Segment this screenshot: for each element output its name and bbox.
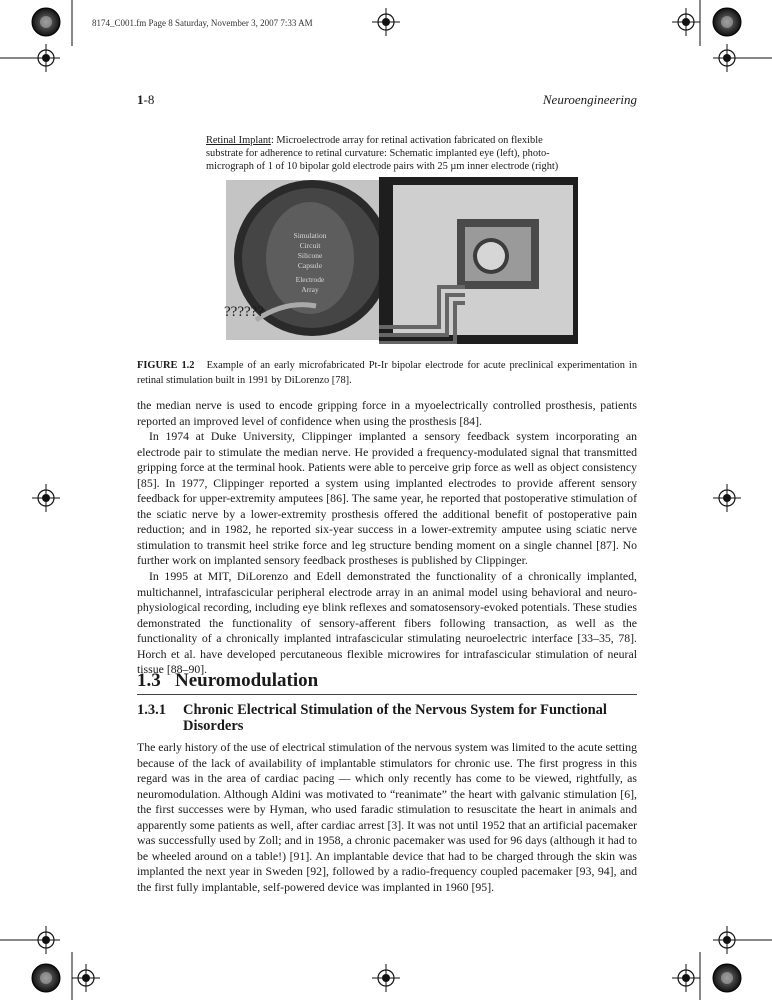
paragraph: In 1995 at MIT, DiLorenzo and Edell demonstrated the functionality of a chronically implanted, multichannel, intrafascicular peripheral electrode array in an animal model using behavioral and neuro-physiological recording, including eye blink reflexes and somatosensory-evoked potentials. These studies demonstrated the functionality of sensory-afferent fibers following transaction, as well as the functionality of a chronically implanted intrafascicular stimulating neuroelectric interface [33–35, 78]. Horch et al. have developed percutaneous flexible microwires for intrafascicular stimulation of neural tissue [88–90]. — [137, 569, 637, 677]
label-simulation: Simulation — [293, 231, 327, 240]
body-text-a — [137, 398, 637, 678]
body-text-b — [137, 740, 637, 895]
subsection-heading: 1.3.1 Chronic Electrical Stimulation of the Nervous System for Functional Disorders — [137, 702, 607, 734]
label-circuit: Circuit — [299, 241, 321, 250]
figure-caption: FIGURE 1.2 Example of an early microfabricated Pt-Ir bipolar electrode for acute preclinical experimentation in retinal stimulation built in 1991 by DiLorenzo [78]. — [137, 360, 638, 386]
label-electrode: Electrode — [295, 275, 325, 284]
label-capsule: Capsule — [297, 261, 323, 270]
paragraph: The early history of the use of electrical stimulation of the nervous system was limited to the acute setting because of the lack of availability of implantable stimulators for chronic use. The first progress in this regard was in the area of cardiac pacing — which only recently has come to be viewed, rightfully, as neuromodulation. Although Aldini was motivated to “reanimate” the heart with galvanic stimulation [6], the first successes were by Hyman, who used faradic stimulation to resuscitate the heart in animals and apparently some patients as well, after cardiac arrest [3]. It was not until 1952 that an artificial pacemaker was successfully used by Zoll; and in 1958, a chronic pacemaker was used for 96 days (although it had to be wheeled around on a table!) [91]. An implantable device that had to be charged through the skin was implanted the next year in Sweden [92], followed by a radio-frequency coupled pacemaker [93, 94], and the first fully implantable, self-powered device was implanted in 1960 [95]. — [137, 740, 637, 894]
electrode-micrograph-photo — [379, 177, 578, 344]
page-number: 1-8 — [137, 92, 155, 107]
paragraph: In 1974 at Duke University, Clippinger implanted a sensory feedback system incorporating an electrode pair to stimulate the median nerve. He provided a frequency-modulated signal that transmitted gripping force at the terminal hook. Patients were able to perceive grip force as well as object consistency [85]. In 1977, Clippinger reported a system using implanted electrodes to provide afferent sensory feedback for upper-extremity amputees [86]. The same year, he reported that postoperative stimulation of the sciatic nerve by a lower-extremity prosthesis offered the additional benefit of postoperative pain reduction; and in 1982, he reported six-year success in a lower-extremity amputee using sciatic nerve stimulation to transmit heel strike force and leg structure bending moment on a single channel [87]. No further work on implanted sensory feedback prostheses is published by Clippinger. — [137, 429, 637, 568]
printer-slug: 8174_C001.fm Page 8 Saturday, November 3, 2007 7:33 AM — [92, 18, 313, 28]
paragraph: the median nerve is used to encode gripping force in a myoelectrically controlled prosthesis, patients reported an improved level of confidence when using the prosthesis [84]. — [137, 398, 637, 428]
running-head: Neuroengineering — [542, 92, 637, 107]
section-heading: 1.3 Neuromodulation — [137, 670, 319, 691]
question-marks-label: ?????? — [224, 304, 264, 320]
section-rule — [137, 694, 637, 695]
label-silicone: Silicone — [297, 251, 323, 260]
figure-inset-text: Retinal Implant: Microelectrode array for retinal activation fabricated on flexible substrate for adherence to retinal curvature: Schematic implanted eye (left), photo-micrograph of 1 of 10 bipolar gold electrode pairs with 25 µm inner electrode (right) — [206, 135, 559, 172]
label-array: Array — [301, 285, 319, 294]
